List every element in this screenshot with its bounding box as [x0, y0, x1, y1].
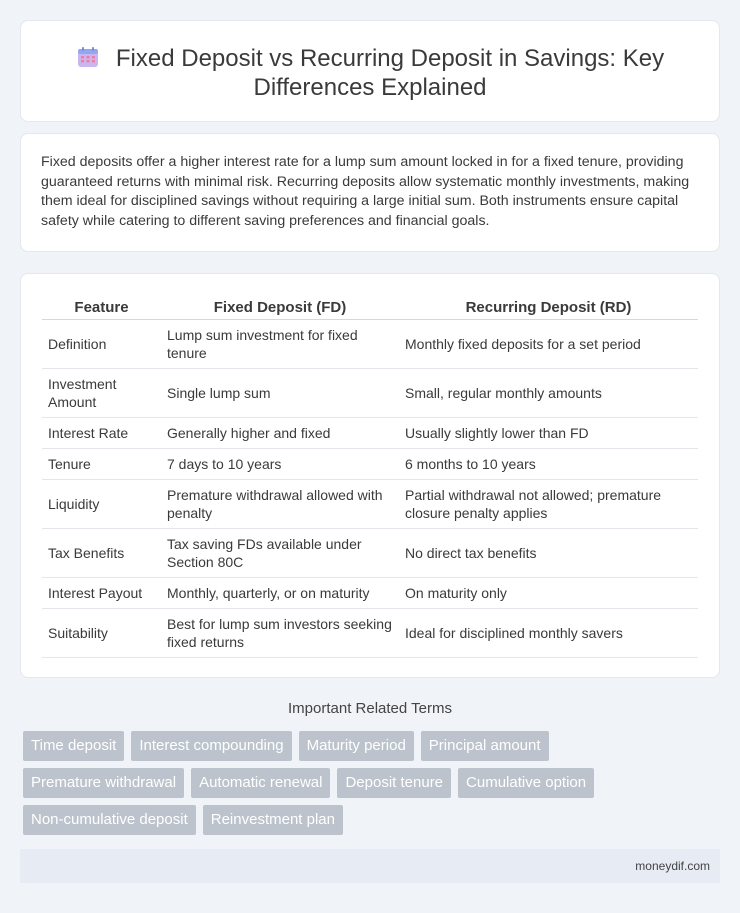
related-term-tag[interactable]: Maturity period — [299, 731, 414, 761]
table-row — [42, 319, 698, 368]
page-title — [51, 44, 689, 102]
comparison-table-card — [20, 273, 720, 678]
related-term-tag[interactable]: Premature withdrawal — [23, 768, 184, 798]
calendar-icon — [76, 45, 100, 69]
footer-site[interactable]: moneydif.com — [635, 859, 710, 873]
row-feature: Definition — [42, 319, 161, 368]
table-row — [42, 608, 698, 657]
row-rd-value: Ideal for disciplined monthly savers — [399, 608, 698, 657]
table-row — [42, 417, 698, 448]
row-feature: Liquidity — [42, 479, 161, 528]
row-fd-value: Generally higher and fixed — [161, 417, 399, 448]
intro-card — [20, 133, 720, 252]
row-fd-value: Tax saving FDs available under Section 80C — [161, 528, 399, 577]
row-feature: Interest Rate — [42, 417, 161, 448]
table-row — [42, 448, 698, 479]
row-feature: Tax Benefits — [42, 528, 161, 577]
intro-paragraph: Fixed deposits offer a higher interest rate for a lump sum amount locked in for a fixed tenure, providing guaranteed returns with minimal risk. Recurring deposits allow systematic monthly investments, making them ideal for disciplined savings without requiring a large initial sum. Both instruments ensure capital safety while catering to different saving preferences and financial goals. — [41, 154, 690, 229]
related-term-tag[interactable]: Reinvestment plan — [203, 805, 343, 835]
table-row — [42, 368, 698, 417]
related-term-tag[interactable]: Interest compounding — [131, 731, 291, 761]
page-title-text: Fixed Deposit vs Recurring Deposit in Savings: Key Differences Explained — [115, 45, 665, 101]
table-row — [42, 479, 698, 528]
table-row — [42, 528, 698, 577]
title-card — [20, 20, 720, 122]
row-fd-value: 7 days to 10 years — [161, 448, 399, 479]
row-rd-value: Monthly fixed deposits for a set period — [399, 319, 698, 368]
row-feature: Interest Payout — [42, 577, 161, 608]
table-row — [42, 577, 698, 608]
related-term-tag[interactable]: Deposit tenure — [337, 768, 451, 798]
row-fd-value: Monthly, quarterly, or on maturity — [161, 577, 399, 608]
row-rd-value: 6 months to 10 years — [399, 448, 698, 479]
footer — [20, 849, 720, 883]
row-rd-value: Small, regular monthly amounts — [399, 368, 698, 417]
row-rd-value: Partial withdrawal not allowed; premature closure penalty applies — [399, 479, 698, 528]
related-term-tag[interactable]: Automatic renewal — [191, 768, 330, 798]
row-rd-value: Usually slightly lower than FD — [399, 417, 698, 448]
row-rd-value: On maturity only — [399, 577, 698, 608]
row-feature: Suitability — [42, 608, 161, 657]
row-fd-value: Best for lump sum investors seeking fixed returns — [161, 608, 399, 657]
row-rd-value: No direct tax benefits — [399, 528, 698, 577]
related-term-tag[interactable]: Non-cumulative deposit — [23, 805, 196, 835]
row-feature: Investment Amount — [42, 368, 161, 417]
related-term-tag[interactable]: Cumulative option — [458, 768, 594, 798]
column-header-feature: Feature — [42, 297, 161, 319]
column-header-fd: Fixed Deposit (FD) — [161, 297, 399, 319]
related-term-tag[interactable]: Principal amount — [421, 731, 549, 761]
row-fd-value: Lump sum investment for fixed tenure — [161, 319, 399, 368]
table-header-row — [42, 297, 698, 319]
related-terms-heading: Important Related Terms — [288, 700, 452, 717]
related-terms-list — [23, 731, 663, 835]
row-feature: Tenure — [42, 448, 161, 479]
row-fd-value: Premature withdrawal allowed with penalty — [161, 479, 399, 528]
column-header-rd: Recurring Deposit (RD) — [399, 297, 698, 319]
comparison-table — [42, 297, 698, 658]
row-fd-value: Single lump sum — [161, 368, 399, 417]
related-term-tag[interactable]: Time deposit — [23, 731, 124, 761]
